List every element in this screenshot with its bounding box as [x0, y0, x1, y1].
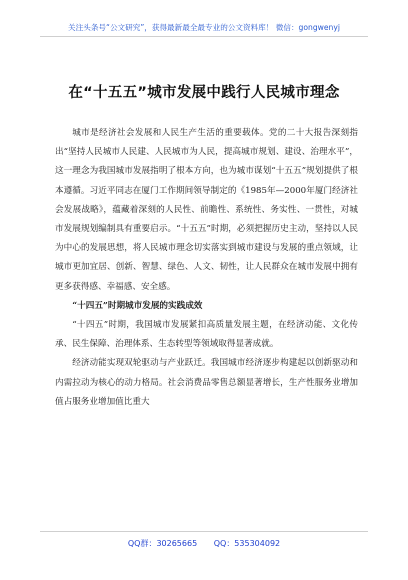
- paragraph-overview: “十四五”时期，我国城市发展紧扣高质量发展主题，在经济动能、文化传承、民生保障、治理体系、生态转型等领域取得显著成就。: [55, 320, 358, 350]
- header-divider: [40, 36, 368, 37]
- qq-number: QQ：535304092: [213, 539, 281, 548]
- qq-group-number: QQ群：30265665: [127, 539, 198, 548]
- page-header: 关注头条号“公文研究”，获得最新最全最专业的公文资料库！ 微信：gongwenyj: [68, 23, 340, 32]
- footer-divider: [40, 531, 368, 532]
- document-body: [55, 124, 358, 412]
- paragraph-intro: 城市是经济社会发展和人民生产生活的重要载体。党的二十大报告深刻指出“坚持人民城市人民建、人民城市为人民，提高城市规划、建设、治理水平”，这一理念为我国城市发展指明了根本方向，也为城市谋划“十五五”规划提供了根本遵循。习近平同志在厦门工作期间领导制定的《1985年—2000年厦门经济社会发展战略》，蕴藏着深刻的人民性、前瞻性、系统性、务实性、一贯性，对城市发展规划编制具有重要启示。“十五五”时期，必须把握历史主动，坚持以人民为中心的发展思想，将人民城市理念切实落实到城市建设与发展的重点领域，让城市更加宜居、创新、智慧、绿色、人文、韧性，让人民群众在城市发展中拥有更多获得感、幸福感、安全感。: [55, 128, 358, 292]
- section-heading: “十四五”时期城市发展的实践成效: [72, 300, 203, 311]
- paragraph-economy: 经济动能实现双轮驱动与产业跃迁。我国城市经济逐步构建起以创新驱动和内需拉动为核心的动力格局。社会消费品零售总额显著增长，生产性服务业增加值占服务业增加值比重大: [55, 358, 358, 407]
- document-title: 在“十五五”城市发展中践行人民城市理念: [68, 85, 340, 101]
- page-footer: [0, 538, 408, 549]
